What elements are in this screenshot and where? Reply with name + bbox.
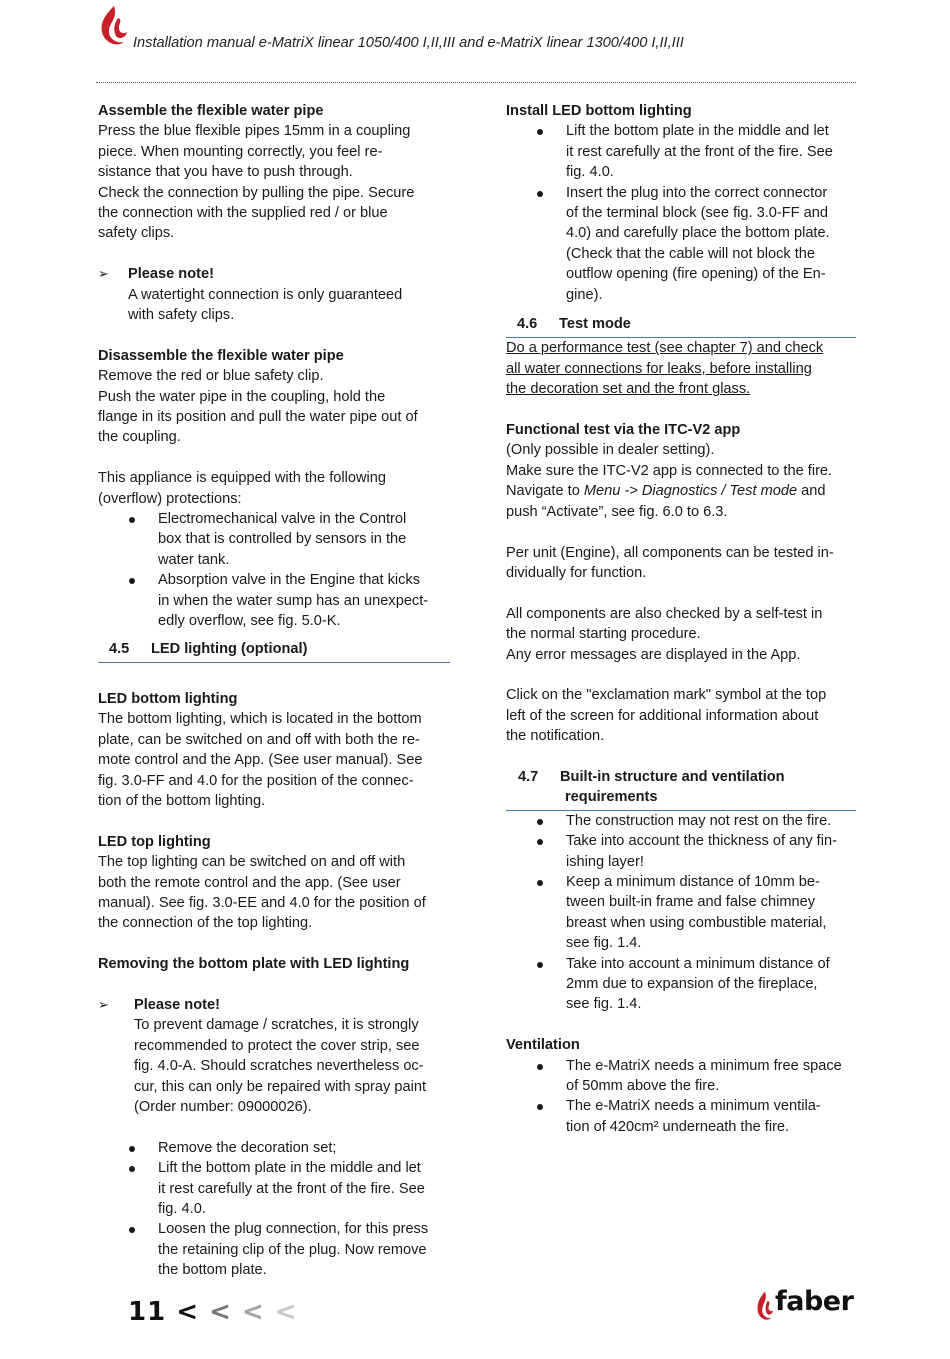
- brand-name: faber: [775, 1286, 854, 1317]
- list-item: Take into account the thickness of any fin- ishing layer!: [506, 831, 856, 872]
- list-item: Insert the plug into the correct connector of the terminal block (see fig. 3.0-FF and 4.0) and carefully place the bottom plate. (Check that the cable will not block the outflow opening (fire opening) of the En- gine).: [506, 183, 856, 305]
- text-line: (Only possible in dealer setting).: [506, 442, 715, 459]
- text-line: (overflow) protections:: [98, 490, 242, 507]
- removal-steps-list: [98, 1138, 450, 1281]
- heading-functional-test: Functional test via the ITC-V2 app: [506, 422, 741, 439]
- chevron-left-icon: <: [209, 1297, 232, 1327]
- right-column: [506, 101, 856, 1137]
- arrow-bullet-icon: ➢: [98, 996, 109, 1012]
- list-item: Keep a minimum distance of 10mm be- tween built-in frame and false chimney breast when using combustible material, see fig. 1.4.: [506, 872, 856, 954]
- text-line: with safety clips.: [128, 307, 235, 324]
- heading-ventilation: Ventilation: [506, 1037, 580, 1054]
- text-line: the connection of the top lighting.: [98, 915, 313, 932]
- text-line: The top lighting can be switched on and off with: [98, 854, 406, 871]
- text-line: piece. When mounting correctly, you feel re-: [98, 143, 383, 160]
- text-line: sistance that you have to push through.: [98, 164, 353, 181]
- text-line: Per unit (Engine), all components can be tested in-: [506, 544, 834, 561]
- text-line: fig. 4.0-A. Should scratches nevertheless oc-: [134, 1058, 424, 1075]
- document-title: Installation manual e-MatriX linear 1050/400 I,II,III and e-MatriX linear 1300/400 I,II,III: [133, 35, 684, 51]
- list-item: The e-MatriX needs a minimum ventila- tion of 420cm² underneath the fire.: [506, 1096, 856, 1137]
- list-item: The e-MatriX needs a minimum free space of 50mm above the fire.: [506, 1056, 856, 1097]
- note-watertight: [98, 264, 450, 325]
- text-line: To prevent damage / scratches, it is strongly: [134, 1017, 419, 1034]
- flame-logo-icon: [96, 4, 132, 50]
- chevron-left-icon: <: [241, 1297, 265, 1327]
- text-line: safety clips.: [98, 225, 175, 242]
- flame-logo-icon: [755, 1290, 775, 1324]
- list-item: Loosen the plug connection, for this press the retaining clip of the plug. Now remove the bottom plate.: [98, 1219, 450, 1280]
- section-heading-4-5: [98, 639, 450, 663]
- text-line: All components are also checked by a self-test in: [506, 605, 823, 622]
- text-line: Do a performance test (see chapter 7) and check: [506, 340, 824, 357]
- list-item: Take into account a minimum distance of 2mm due to expansion of the fireplace, see fig. 1.4.: [506, 954, 856, 1015]
- menu-path: Menu -> Diagnostics / Test mode: [583, 483, 798, 500]
- list-item: Electromechanical valve in the Control box that is controlled by sensors in the water tank.: [98, 509, 450, 570]
- header-divider: [96, 82, 856, 83]
- section-number: 4.6: [517, 316, 538, 333]
- section-number: 4.7: [518, 768, 539, 785]
- text-line: the notification.: [506, 728, 605, 745]
- text-line: the normal starting procedure.: [506, 626, 701, 643]
- text-line: flange in its position and pull the water pipe out of: [98, 409, 418, 426]
- text-line: both the remote control and the app. (See user: [98, 874, 401, 891]
- text-line: Press the blue flexible pipes 15mm in a coupling: [98, 123, 411, 140]
- text-line: dividually for function.: [506, 564, 647, 581]
- text-line: Remove the red or blue safety clip.: [98, 368, 324, 385]
- faber-logo: [755, 1286, 855, 1330]
- list-item: Lift the bottom plate in the middle and let it rest carefully at the front of the fire. See fig. 4.0.: [98, 1158, 450, 1219]
- text-line: Any error messages are displayed in the App.: [506, 646, 801, 663]
- text-line: The bottom lighting, which is located in the bottom: [98, 711, 422, 728]
- text-line: A watertight connection is only guaranteed: [128, 286, 403, 303]
- ventilation-list: [506, 1056, 856, 1138]
- install-led-list: [506, 121, 856, 305]
- text-line: the decoration set and the front glass.: [506, 381, 751, 398]
- section-title-continued: requirements: [565, 789, 658, 806]
- builtin-list: [506, 811, 856, 1015]
- note-scratches: [98, 995, 450, 1117]
- text-line: mote control and the App. (See user manual). See: [98, 752, 423, 769]
- heading-led-bottom: LED bottom lighting: [98, 690, 238, 707]
- section-title: Test mode: [559, 316, 631, 333]
- page-number: [128, 1297, 298, 1327]
- list-item: The construction may not rest on the fire.: [506, 811, 856, 831]
- text-line: manual). See fig. 3.0-EE and 4.0 for the position of: [98, 894, 426, 911]
- text-line: fig. 3.0-FF and 4.0 for the position of the connec-: [98, 772, 414, 789]
- text-line: Push the water pipe in the coupling, hold the: [98, 388, 386, 405]
- text-line: Click on the "exclamation mark" symbol at the top: [506, 687, 827, 704]
- chevron-left-icon: <: [274, 1297, 298, 1327]
- note-title: Please note!: [128, 266, 214, 283]
- chevron-left-icon: <: [176, 1297, 200, 1327]
- text-line: Check the connection by pulling the pipe. Secure: [98, 184, 415, 201]
- text-line: This appliance is equipped with the following: [98, 470, 386, 487]
- text-line: the coupling.: [98, 429, 181, 446]
- text-line: Navigate to Menu -> Diagnostics / Test mode and: [506, 483, 826, 500]
- text-line: left of the screen for additional information about: [506, 707, 819, 724]
- left-column: [98, 101, 450, 1281]
- list-item: Remove the decoration set;: [98, 1138, 450, 1158]
- heading-disassemble: Disassemble the flexible water pipe: [98, 347, 344, 364]
- section-title: LED lighting (optional): [151, 640, 308, 657]
- section-title: Built-in structure and ventilation: [560, 768, 785, 785]
- text-line: push “Activate”, see fig. 6.0 to 6.3.: [506, 503, 728, 520]
- page-number-value: 11: [128, 1297, 167, 1327]
- heading-assemble: Assemble the flexible water pipe: [98, 103, 324, 119]
- text-line: (Order number: 09000026).: [134, 1099, 312, 1115]
- text-line: tion of the bottom lighting.: [98, 792, 266, 809]
- section-heading-4-6: [506, 314, 856, 338]
- arrow-bullet-icon: ➢: [98, 266, 109, 282]
- note-title: Please note!: [134, 996, 220, 1013]
- heading-install-led: Install LED bottom lighting: [506, 103, 692, 119]
- heading-led-top: LED top lighting: [98, 833, 211, 850]
- text-line: plate, can be switched on and off with both the re-: [98, 731, 420, 748]
- section-heading-4-7: [506, 767, 856, 811]
- text-line: the connection with the supplied red / or blue: [98, 205, 388, 222]
- list-item: Absorption valve in the Engine that kicks in when the water sump has an unexpect- edly overflow, see fig. 5.0-K.: [98, 570, 450, 631]
- text-line: all water connections for leaks, before installing: [506, 360, 812, 377]
- section-number: 4.5: [109, 640, 130, 657]
- protections-list: [98, 509, 450, 631]
- heading-removing: Removing the bottom plate with LED lighting: [98, 956, 410, 973]
- text-line: Make sure the ITC-V2 app is connected to the fire.: [506, 462, 833, 479]
- list-item: Lift the bottom plate in the middle and let it rest carefully at the front of the fire. See fig. 4.0.: [506, 121, 856, 182]
- text-line: recommended to protect the cover strip, see: [134, 1037, 420, 1054]
- text-line: cur, this can only be repaired with spray paint: [134, 1078, 427, 1095]
